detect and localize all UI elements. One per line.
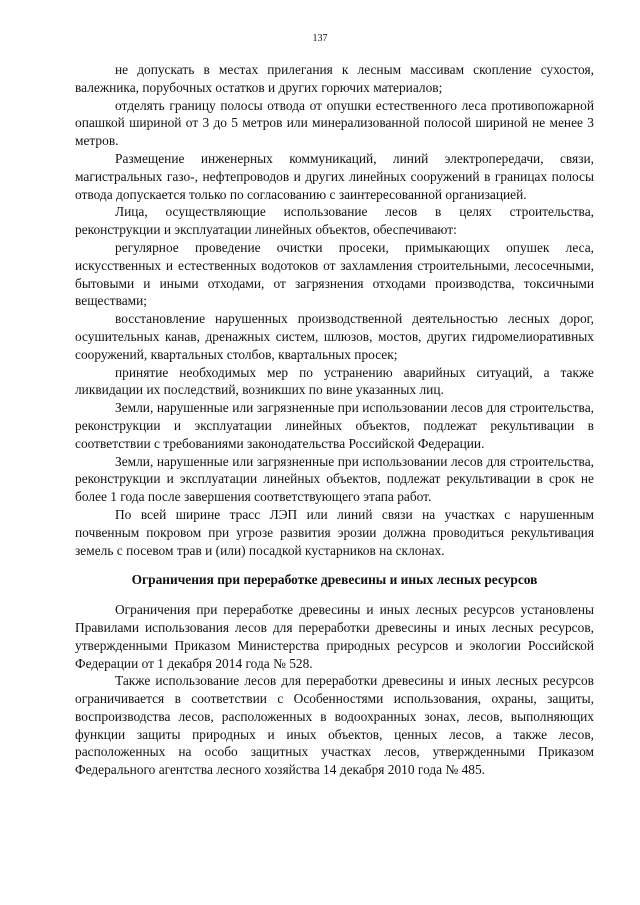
- paragraph: По всей ширине трасс ЛЭП или линий связи на участках с нарушенным почвенным покровом при угрозе развития эрозии должна проводиться рекультивация земель с посевом трав и (или) посадкой кустарников на склонах.: [75, 506, 594, 558]
- paragraph: Также использование лесов для переработки древесины и иных лесных ресурсов ограничивается в соответствии с Особенностями использования, охраны, защиты, воспроизводства лесов, расположенных в водоохранных зонах, лесов, выполняющих функции защиты природных и иных объектов, ценных лесов, а также лесов, расположенных на особо защитных участках лесов, утвержденными Приказом Федерального агентства лесного хозяйства 14 декабря 2010 года № 485.: [75, 673, 594, 778]
- paragraph: Земли, нарушенные или загрязненные при использовании лесов для строительства, реконструкции и эксплуатации линейных объектов, подлежат рекультивации в срок не более 1 года после завершения соответствующего этапа работ.: [75, 453, 594, 505]
- paragraph: регулярное проведение очистки просеки, примыкающих опушек леса, искусственных и естественных водотоков от захламления строительными, лесосечными, бытовыми и иными отходами, от загрязнения отходами производства, токсичными веществами;: [75, 239, 594, 309]
- paragraph: восстановление нарушенных производственной деятельностью лесных дорог, осушительных канав, дренажных систем, шлюзов, мостов, других гидромелиоративных сооружений, квартальных столбов, квартальных просек;: [75, 311, 594, 362]
- paragraph: принятие необходимых мер по устранению аварийных ситуаций, а также ликвидации их последствий, возникших по вине указанных лиц.: [75, 364, 594, 398]
- paragraph: Земли, нарушенные или загрязненные при использовании лесов для строительства, реконструкции и эксплуатации линейных объектов, подлежат рекультивации в соответствии с требованиями законодательства Российской Федерации.: [75, 400, 594, 451]
- page-body: [75, 61, 594, 779]
- paragraph: Размещение инженерных коммуникаций, линий электропередачи, связи, магистральных газо-, нефтепроводов и других линейных сооружений в границах полосы отвода допускается только по согласованию с заинтересованной организацией.: [75, 150, 594, 202]
- page-number: 137: [312, 33, 328, 44]
- paragraph: Лица, осуществляющие использование лесов в целях строительства, реконструкции и эксплуатации линейных объектов, обеспечивают:: [75, 204, 594, 238]
- paragraph: отделять границу полосы отвода от опушки естественного леса противопожарной опашкой шириной от 3 до 5 метров или минерализованной полосой шириной не менее 3 метров.: [75, 97, 594, 149]
- paragraph: Ограничения при переработке древесины и иных лесных ресурсов установлены Правилами использования лесов для переработки древесины и иных лесных ресурсов, утвержденными Приказом Министерства природных ресурсов и экологии Российской Федерации от 1 декабря 2014 года № 528.: [75, 602, 594, 671]
- section-heading: Ограничения при переработке древесины и иных лесных ресурсов: [131, 572, 538, 588]
- paragraph: не допускать в местах прилегания к лесным массивам скопление сухостоя, валежника, порубочных остатков и других горючих материалов;: [75, 62, 594, 95]
